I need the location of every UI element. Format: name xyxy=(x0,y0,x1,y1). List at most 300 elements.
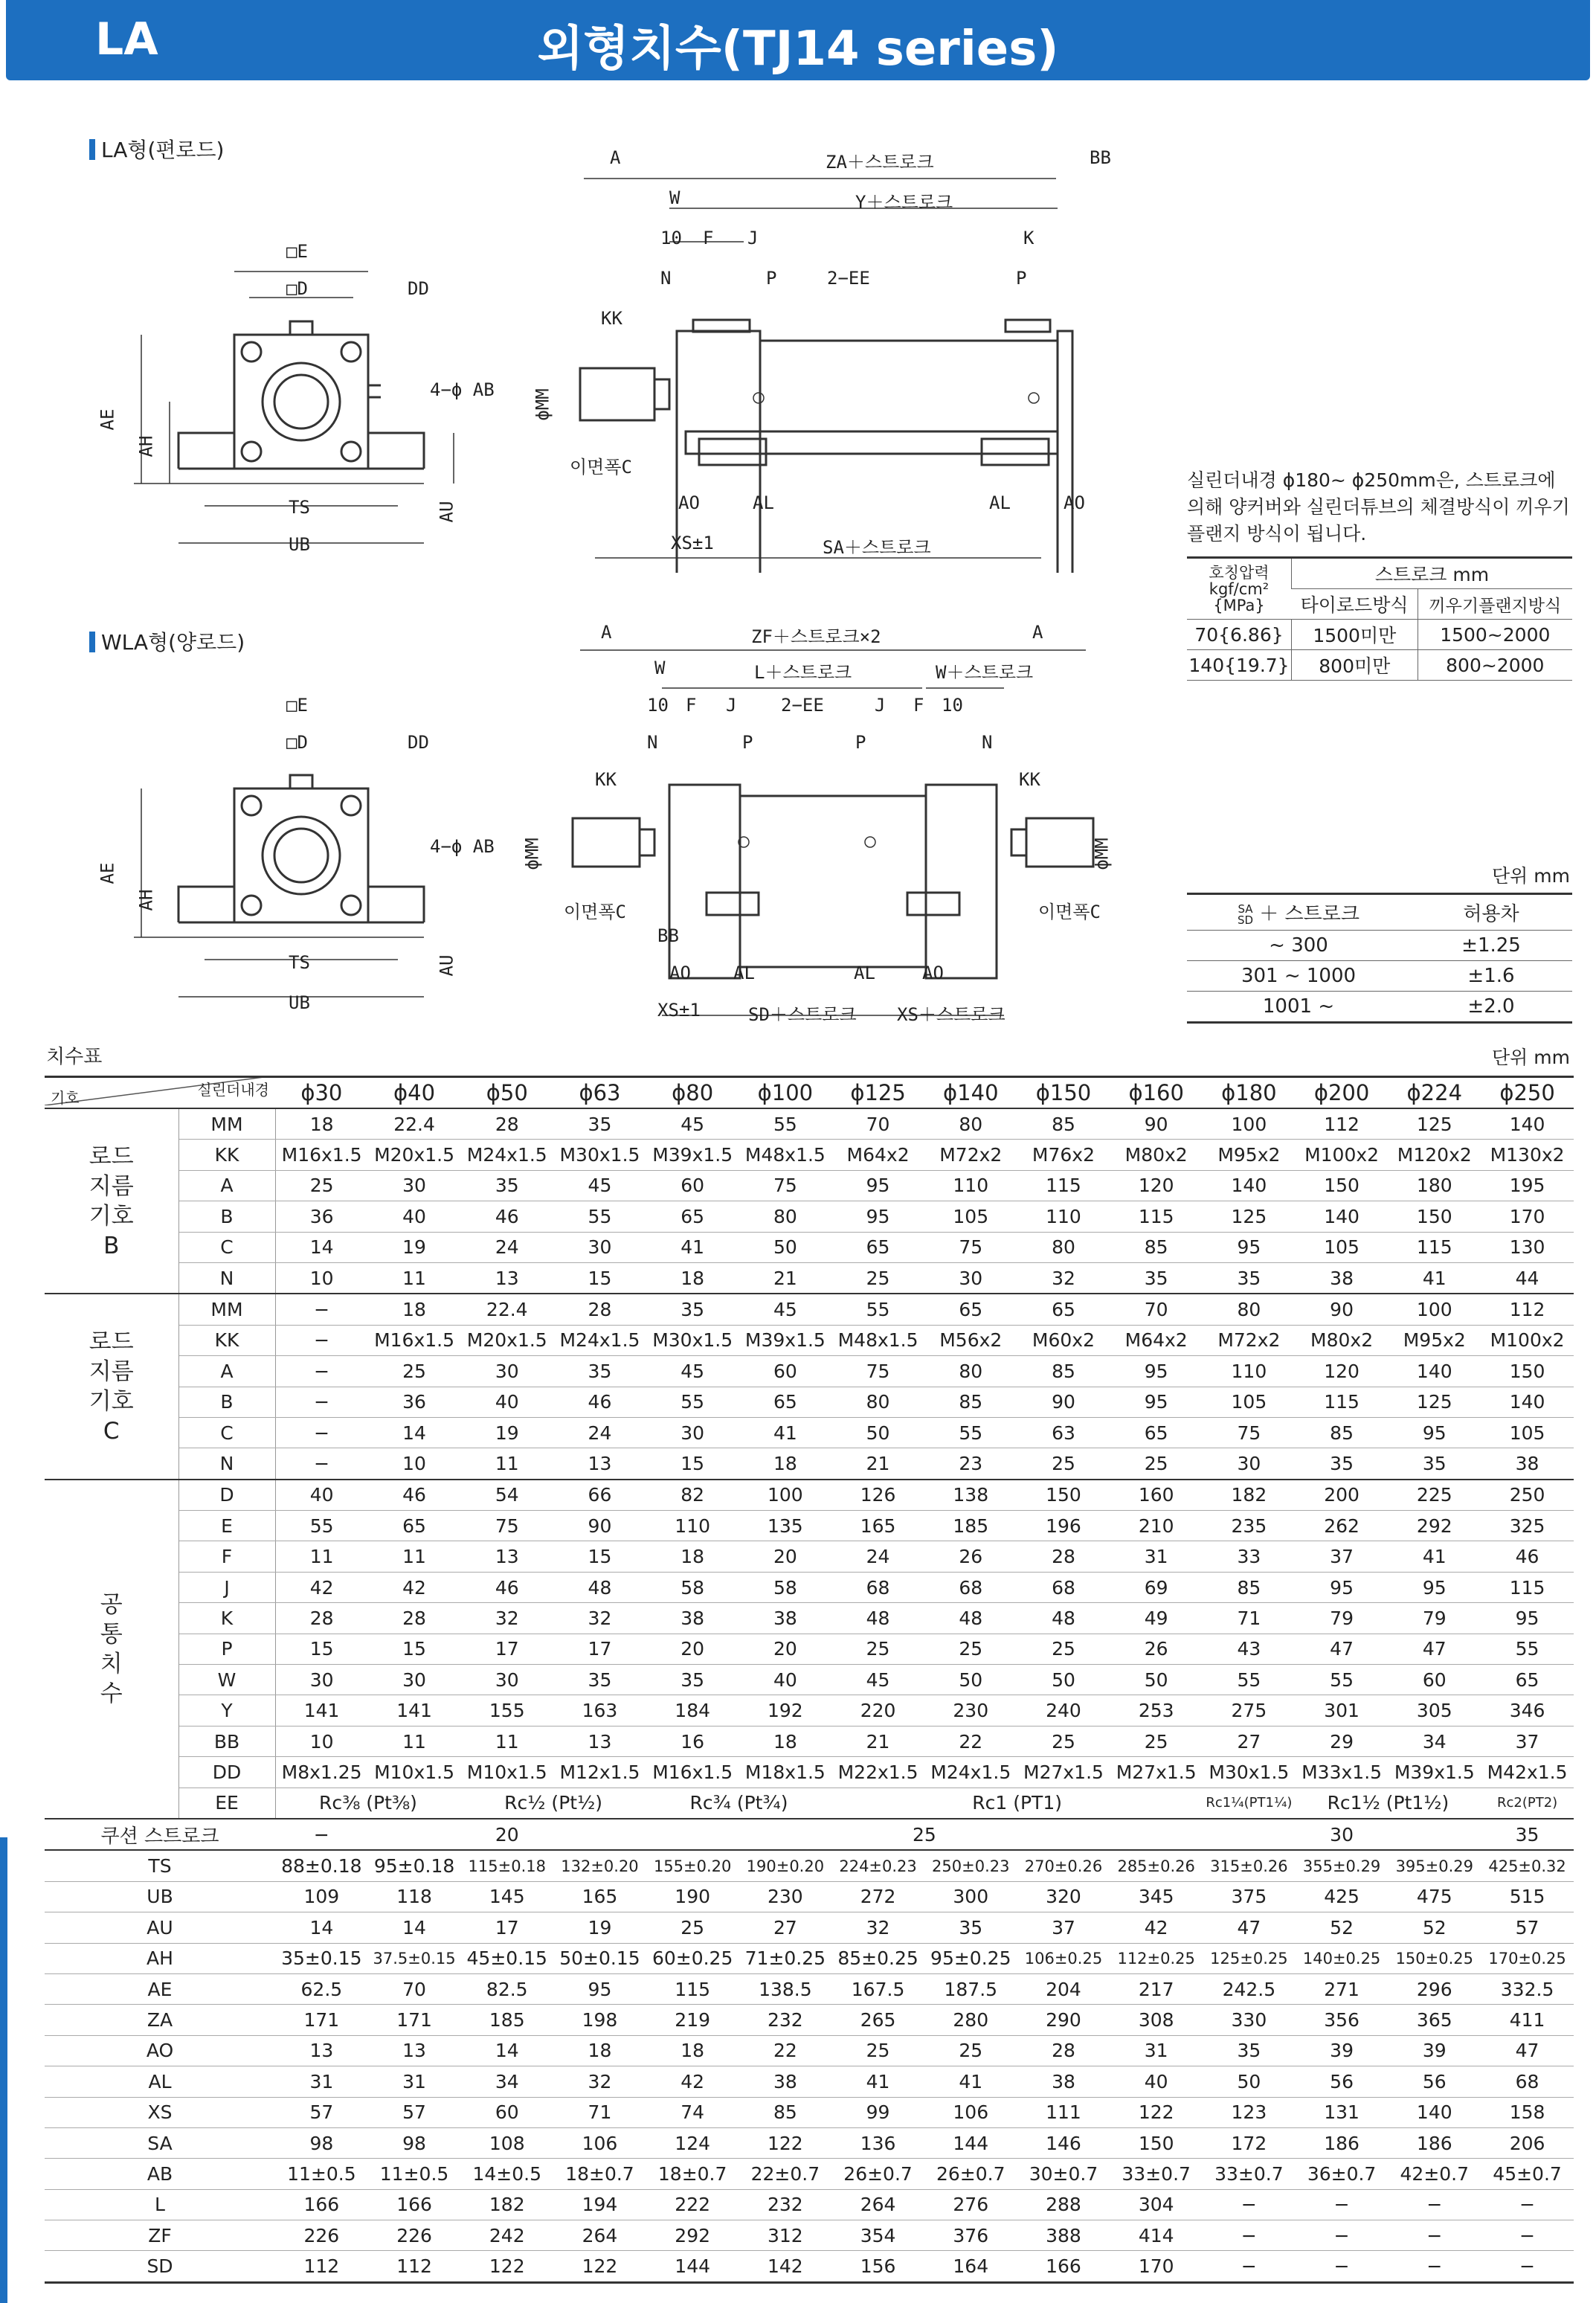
table-cell: 65 xyxy=(924,1294,1017,1325)
table-cell: 19 xyxy=(460,1417,553,1448)
table-cell: 30 xyxy=(368,1665,461,1695)
la-side-label-y: Y＋스트로크 xyxy=(855,192,953,213)
table-cell: M64x2 xyxy=(1110,1325,1203,1355)
table-cell: − xyxy=(1203,2251,1296,2282)
table-cell: 30 xyxy=(460,1356,553,1387)
table-row xyxy=(45,1757,1574,1788)
table-cell: 65 xyxy=(831,1232,924,1262)
bore-header: ϕ160 xyxy=(1110,1077,1203,1109)
tolerance-row: 1001 ~ ±2.0 xyxy=(1187,992,1572,1023)
table-cell: 48 xyxy=(553,1572,646,1602)
table-cell: 36±0.7 xyxy=(1296,2159,1389,2189)
table-cell: 140 xyxy=(1388,2097,1481,2127)
corner-label-symbol: 기호 xyxy=(51,1089,80,1107)
table-cell: 206 xyxy=(1481,2127,1574,2158)
table-cell: 184 xyxy=(646,1695,739,1726)
la-side-label-k: K xyxy=(1023,228,1034,248)
la-side-label-10: 10 xyxy=(660,228,682,248)
table-cell: 13 xyxy=(460,1541,553,1572)
table-cell: 35 xyxy=(646,1665,739,1695)
table-cell: 164 xyxy=(924,2251,1017,2282)
table-cell: 50 xyxy=(1110,1665,1203,1695)
table-cell: 41 xyxy=(1388,1262,1481,1294)
table-row xyxy=(45,1603,1574,1634)
table-cell: 155 xyxy=(460,1695,553,1726)
la-side-label-sa: SA＋스트로크 xyxy=(823,537,931,558)
row-symbol: SA xyxy=(45,2127,275,2158)
row-symbol: AH xyxy=(45,1943,275,1973)
table-cell: 20 xyxy=(739,1634,832,1664)
table-cell: 45 xyxy=(646,1356,739,1387)
table-cell: 13 xyxy=(553,1726,646,1756)
row-symbol: B xyxy=(178,1201,275,1232)
table-cell: 32 xyxy=(553,1603,646,1634)
table-cell: 70 xyxy=(831,1108,924,1140)
bore-note: 실린더내경 ϕ180~ ϕ250mm은, 스트로크에 의해 양커버와 실린더튜브의 체결방식이 끼우기 플랜지 방식이 됩니다. xyxy=(1187,469,1570,545)
table-cell: 25 xyxy=(831,1262,924,1294)
table-cell: 37 xyxy=(1017,1912,1110,1943)
table-cell: 35 xyxy=(924,1912,1017,1943)
table-row xyxy=(45,1356,1574,1387)
table-cell: 395±0.29 xyxy=(1388,1850,1481,1881)
table-cell: M95x2 xyxy=(1203,1140,1296,1170)
table-corner-cell xyxy=(45,1077,275,1109)
table-cell: 90 xyxy=(1110,1108,1203,1140)
table-cell: 60 xyxy=(460,2097,553,2127)
table-cell: 150 xyxy=(1388,1201,1481,1232)
table-cell: 158 xyxy=(1481,2097,1574,2127)
table-cell: 332.5 xyxy=(1481,1973,1574,2004)
row-symbol: A xyxy=(178,1170,275,1201)
table-cell: M24x1.5 xyxy=(460,1140,553,1170)
table-cell: 126 xyxy=(831,1480,924,1511)
wla-side-label-kk2: KK xyxy=(1019,769,1040,790)
tolerance-row: ~ 300 ±1.25 xyxy=(1187,931,1572,961)
table-cell: − xyxy=(275,1325,368,1355)
table-cell: 41 xyxy=(831,2066,924,2097)
table-cell: 163 xyxy=(553,1695,646,1726)
table-cell: M30x1.5 xyxy=(1203,1757,1296,1788)
wla-side-label-j: J xyxy=(726,695,737,716)
table-cell: 150±0.25 xyxy=(1388,1943,1481,1973)
table-row xyxy=(45,1480,1574,1511)
table-cell: 39 xyxy=(1388,2035,1481,2066)
table-cell: 42 xyxy=(368,1572,461,1602)
table-cell: 123 xyxy=(1203,2097,1296,2127)
row-symbol: W xyxy=(178,1665,275,1695)
table-cell: 42 xyxy=(1110,1912,1203,1943)
table-cell: 74 xyxy=(646,2097,739,2127)
table-cell: M22x1.5 xyxy=(831,1757,924,1788)
table-cell: M76x2 xyxy=(1017,1140,1110,1170)
table-cell: 100 xyxy=(1388,1294,1481,1325)
table-cell: 192 xyxy=(739,1695,832,1726)
table-cell: 20 xyxy=(368,1819,646,1850)
table-cell: 304 xyxy=(1110,2189,1203,2220)
table-cell: 50 xyxy=(924,1665,1017,1695)
table-cell: 24 xyxy=(553,1417,646,1448)
table-cell: 125 xyxy=(1388,1387,1481,1417)
table-cell: 182 xyxy=(460,2189,553,2220)
row-symbol: B xyxy=(178,1387,275,1417)
table-cell: 95 xyxy=(1203,1232,1296,1262)
table-cell: 65 xyxy=(1017,1294,1110,1325)
table-cell: 50 xyxy=(1203,2066,1296,2097)
table-cell: 25 xyxy=(368,1356,461,1387)
table-cell: 320 xyxy=(1017,1881,1110,1912)
table-cell: 95 xyxy=(831,1201,924,1232)
table-row xyxy=(45,2066,1574,2097)
table-cell: 13 xyxy=(275,2035,368,2066)
table-cell: 105 xyxy=(1296,1232,1389,1262)
table-cell: 11±0.5 xyxy=(368,2159,461,2189)
table-cell: 38 xyxy=(1017,2066,1110,2097)
table-cell: 11 xyxy=(460,1448,553,1480)
table-cell: 38 xyxy=(646,1603,739,1634)
la-side-label-f: F xyxy=(703,228,714,248)
wla-end-label-ae: AE xyxy=(97,862,118,884)
table-cell: − xyxy=(275,1819,368,1850)
table-cell: 22 xyxy=(924,1726,1017,1756)
table-cell: 166 xyxy=(275,2189,368,2220)
section-label-wla-text: WLA형(양로드) xyxy=(101,630,245,655)
table-cell: 112 xyxy=(368,2251,461,2282)
table-cell: 58 xyxy=(739,1572,832,1602)
table-row xyxy=(45,1262,1574,1294)
row-symbol: C xyxy=(178,1417,275,1448)
row-symbol: XS xyxy=(45,2097,275,2127)
table-cell: 167.5 xyxy=(831,1973,924,2004)
table-cell: 138.5 xyxy=(739,1973,832,2004)
table-cell: 26 xyxy=(1110,1634,1203,1664)
stroke-header: 스트로크 mm xyxy=(1292,558,1573,589)
table-cell: 355±0.29 xyxy=(1296,1850,1389,1881)
wla-side-label-ao2: AO xyxy=(922,963,944,983)
table-cell: M16x1.5 xyxy=(646,1757,739,1788)
table-cell: 26±0.7 xyxy=(831,2159,924,2189)
dimension-table xyxy=(45,1076,1574,2284)
table-cell: − xyxy=(1481,2220,1574,2251)
table-cell: 79 xyxy=(1388,1603,1481,1634)
table-cell: 144 xyxy=(924,2127,1017,2158)
table-row xyxy=(45,1170,1574,1201)
table-cell: 240 xyxy=(1017,1695,1110,1726)
page-header xyxy=(6,0,1590,80)
table-cell: 85±0.25 xyxy=(831,1943,924,1973)
table-cell: 125 xyxy=(1203,1201,1296,1232)
table-cell: 124 xyxy=(646,2127,739,2158)
table-cell: 85 xyxy=(924,1387,1017,1417)
row-symbol: EE xyxy=(178,1788,275,1819)
table-cell: 45 xyxy=(831,1665,924,1695)
table-row xyxy=(45,1973,1574,2004)
table-cell: 46 xyxy=(460,1201,553,1232)
table-cell: 296 xyxy=(1388,1973,1481,2004)
table-cell: 262 xyxy=(1296,1511,1389,1541)
table-cell: 375 xyxy=(1203,1881,1296,1912)
table-cell: 166 xyxy=(1017,2251,1110,2282)
table-cell: 48 xyxy=(831,1603,924,1634)
table-cell: Rc½ (Pt½) xyxy=(460,1788,646,1819)
table-cell: 122 xyxy=(1110,2097,1203,2127)
table-cell: 28 xyxy=(1017,2035,1110,2066)
wla-side-label-n: N xyxy=(647,732,658,753)
table-cell: 38 xyxy=(1296,1262,1389,1294)
table-cell: 21 xyxy=(831,1726,924,1756)
table-cell: M24x1.5 xyxy=(553,1325,646,1355)
wla-side-label-a: A xyxy=(601,622,612,643)
table-cell: 170 xyxy=(1110,2251,1203,2282)
page-title: 외형치수(TJ14 series) xyxy=(537,22,1059,77)
table-row xyxy=(45,1140,1574,1170)
table-cell: M16x1.5 xyxy=(275,1140,368,1170)
table-cell: 272 xyxy=(831,1881,924,1912)
table-cell: 30 xyxy=(1203,1819,1481,1850)
table-cell: − xyxy=(1481,2189,1574,2220)
la-end-label-e: □E xyxy=(286,241,308,262)
table-cell: 14 xyxy=(275,1232,368,1262)
table-cell: 11 xyxy=(460,1726,553,1756)
table-cell: 354 xyxy=(831,2220,924,2251)
table-cell: 242.5 xyxy=(1203,1973,1296,2004)
table-cell: 15 xyxy=(275,1634,368,1664)
table-cell: M80x2 xyxy=(1296,1325,1389,1355)
table-cell: 85 xyxy=(1017,1108,1110,1140)
table-cell: 95 xyxy=(1481,1603,1574,1634)
table-cell: 132±0.20 xyxy=(553,1850,646,1881)
dimension-header-row xyxy=(45,1077,1574,1109)
table-cell: 515 xyxy=(1481,1881,1574,1912)
wla-end-label-dd: DD xyxy=(408,732,429,753)
table-cell: 235 xyxy=(1203,1511,1296,1541)
table-row xyxy=(45,1417,1574,1448)
table-cell: 276 xyxy=(924,2189,1017,2220)
table-cell: 150 xyxy=(1110,2127,1203,2158)
table-cell: 115 xyxy=(1481,1572,1574,1602)
row-symbol: KK xyxy=(178,1140,275,1170)
table-cell: 200 xyxy=(1296,1480,1389,1511)
table-cell: 30 xyxy=(460,1665,553,1695)
table-cell: 140 xyxy=(1481,1108,1574,1140)
table-cell: 171 xyxy=(275,2005,368,2035)
table-cell: 57 xyxy=(368,2097,461,2127)
table-cell: 45 xyxy=(646,1108,739,1140)
table-cell: 49 xyxy=(1110,1603,1203,1634)
table-cell: 85 xyxy=(1203,1572,1296,1602)
table-cell: 80 xyxy=(831,1387,924,1417)
table-cell: 62.5 xyxy=(275,1973,368,2004)
table-cell: 33±0.7 xyxy=(1203,2159,1296,2189)
table-cell: M18x1.5 xyxy=(739,1757,832,1788)
table-cell: 22.4 xyxy=(368,1108,461,1140)
table-row xyxy=(45,1572,1574,1602)
table-cell: 31 xyxy=(275,2066,368,2097)
tolerance-unit: 단위 mm xyxy=(1492,865,1570,887)
table-cell: 47 xyxy=(1481,2035,1574,2066)
la-end-label-dd: DD xyxy=(408,278,429,299)
table-cell: 55 xyxy=(275,1511,368,1541)
table-cell: 198 xyxy=(553,2005,646,2035)
table-cell: 56 xyxy=(1388,2066,1481,2097)
table-cell: 25 xyxy=(831,2035,924,2066)
row-symbol: AL xyxy=(45,2066,275,2097)
wla-side-label-n2: N xyxy=(982,732,993,753)
table-cell: 106±0.25 xyxy=(1017,1943,1110,1973)
table-cell: 82.5 xyxy=(460,1973,553,2004)
table-cell: 85 xyxy=(1017,1356,1110,1387)
row-symbol: AO xyxy=(45,2035,275,2066)
table-cell: 10 xyxy=(368,1448,461,1480)
la-side-label-p2: P xyxy=(1016,268,1027,289)
table-cell: 185 xyxy=(924,1511,1017,1541)
wla-end-label-ah: AH xyxy=(135,889,157,911)
table-cell: 14 xyxy=(368,1417,461,1448)
table-cell: 35 xyxy=(553,1665,646,1695)
table-cell: 65 xyxy=(646,1201,739,1232)
table-cell: 50 xyxy=(739,1232,832,1262)
table-cell: 95 xyxy=(1388,1572,1481,1602)
table-cell: 95 xyxy=(1296,1572,1389,1602)
table-row xyxy=(45,1325,1574,1355)
la-end-label-au: AU xyxy=(436,501,457,523)
stroke-tolerance-table xyxy=(1187,893,1572,1024)
row-symbol: K xyxy=(178,1603,275,1634)
row-symbol: J xyxy=(178,1572,275,1602)
la-end-label-ah: AH xyxy=(135,435,157,457)
table-cell: − xyxy=(275,1356,368,1387)
table-cell: 13 xyxy=(460,1262,553,1294)
wla-side-label-j2: J xyxy=(875,695,886,716)
table-cell: 54 xyxy=(460,1480,553,1511)
table-cell: 80 xyxy=(924,1108,1017,1140)
wla-side-label-sd: SD＋스트로크 xyxy=(748,1004,857,1025)
bore-header: ϕ100 xyxy=(739,1077,832,1109)
table-cell: M20x1.5 xyxy=(368,1140,461,1170)
table-cell: 50±0.15 xyxy=(553,1943,646,1973)
table-cell: 18 xyxy=(646,1541,739,1572)
table-cell: 55 xyxy=(831,1294,924,1325)
table-cell: 35 xyxy=(1388,1448,1481,1480)
table-cell: 232 xyxy=(739,2005,832,2035)
section-label-la-text: LA형(편로드) xyxy=(101,138,225,162)
table-cell: 15 xyxy=(646,1448,739,1480)
la-side-label-n: N xyxy=(660,268,672,289)
table-cell: 40 xyxy=(460,1387,553,1417)
table-cell: 52 xyxy=(1296,1912,1389,1943)
table-cell: 122 xyxy=(553,2251,646,2282)
table-cell: 32 xyxy=(460,1603,553,1634)
wla-end-label-ab: 4−ϕ AB xyxy=(430,836,495,857)
table-cell: − xyxy=(1388,2220,1481,2251)
table-cell: − xyxy=(275,1294,368,1325)
row-group-label: 로드 지름 기호 B xyxy=(45,1108,178,1294)
table-cell: 325 xyxy=(1481,1511,1574,1541)
table-row xyxy=(45,2035,1574,2066)
table-cell: 35 xyxy=(1110,1262,1203,1294)
bore-header: ϕ63 xyxy=(553,1077,646,1109)
table-cell: 125±0.25 xyxy=(1203,1943,1296,1973)
table-cell: 17 xyxy=(460,1634,553,1664)
table-cell: 315±0.26 xyxy=(1203,1850,1296,1881)
table-row xyxy=(45,2005,1574,2035)
la-end-label-ab: 4−ϕ AB xyxy=(430,379,495,400)
table-cell: 25 xyxy=(1017,1726,1110,1756)
table-cell: 144 xyxy=(646,2251,739,2282)
table-row xyxy=(45,1511,1574,1541)
table-cell: 55 xyxy=(924,1417,1017,1448)
wla-side-label-ee: 2−EE xyxy=(781,695,824,716)
table-cell: 14 xyxy=(460,2035,553,2066)
table-cell: 36 xyxy=(368,1387,461,1417)
wla-end-label-ts: TS xyxy=(289,952,310,973)
table-cell: 29 xyxy=(1296,1726,1389,1756)
table-cell: 40 xyxy=(739,1665,832,1695)
table-cell: M48x1.5 xyxy=(831,1325,924,1355)
table-cell: 10 xyxy=(275,1262,368,1294)
la-side-label-a: A xyxy=(610,147,621,168)
table-cell: 14±0.5 xyxy=(460,2159,553,2189)
table-row xyxy=(45,1232,1574,1262)
table-cell: 187.5 xyxy=(924,1973,1017,2004)
table-cell: M48x1.5 xyxy=(739,1140,832,1170)
table-cell: − xyxy=(275,1417,368,1448)
table-cell: 21 xyxy=(831,1448,924,1480)
table-cell: 75 xyxy=(739,1170,832,1201)
table-cell: Rc1¼(PT1¼) xyxy=(1203,1788,1296,1819)
wla-side-label-l: L＋스트로크 xyxy=(754,662,852,683)
table-cell: 160 xyxy=(1110,1480,1203,1511)
table-cell: 305 xyxy=(1388,1695,1481,1726)
table-cell: 95±0.18 xyxy=(368,1850,461,1881)
table-cell: 224±0.23 xyxy=(831,1850,924,1881)
wla-end-label-d: □D xyxy=(286,732,308,753)
table-cell: 142 xyxy=(739,2251,832,2282)
table-cell: M24x1.5 xyxy=(924,1757,1017,1788)
row-symbol: KK xyxy=(178,1325,275,1355)
table-cell: 220 xyxy=(831,1695,924,1726)
table-cell: M130x2 xyxy=(1481,1140,1574,1170)
table-cell: 95±0.25 xyxy=(924,1943,1017,1973)
table-cell: 172 xyxy=(1203,2127,1296,2158)
table-cell: 79 xyxy=(1296,1603,1389,1634)
table-cell: 41 xyxy=(924,2066,1017,2097)
table-cell: 186 xyxy=(1388,2127,1481,2158)
table-cell: − xyxy=(1203,2189,1296,2220)
table-cell: 150 xyxy=(1296,1170,1389,1201)
table-cell: M10x1.5 xyxy=(368,1757,461,1788)
table-cell: 110 xyxy=(924,1170,1017,1201)
row-symbol: C xyxy=(178,1232,275,1262)
table-cell: 35 xyxy=(1481,1819,1574,1850)
table-cell: 190 xyxy=(646,1881,739,1912)
bore-header: ϕ200 xyxy=(1296,1077,1389,1109)
side-accent-bar xyxy=(0,1837,7,2303)
table-cell: 30 xyxy=(368,1170,461,1201)
wla-side-label-w: W xyxy=(654,658,666,678)
table-cell: 80 xyxy=(924,1356,1017,1387)
la-side-label-ao: AO xyxy=(678,492,700,513)
table-cell: 18±0.7 xyxy=(646,2159,739,2189)
table-cell: Rc1½ (Pt1½) xyxy=(1296,1788,1481,1819)
table-cell: 99 xyxy=(831,2097,924,2127)
table-cell: 250±0.23 xyxy=(924,1850,1017,1881)
table-cell: 25 xyxy=(1110,1448,1203,1480)
table-cell: 48 xyxy=(924,1603,1017,1634)
la-side-label-ee: 2−EE xyxy=(827,268,870,289)
wla-side-label-ao: AO xyxy=(669,963,691,983)
table-cell: 110 xyxy=(1017,1201,1110,1232)
table-cell: 98 xyxy=(275,2127,368,2158)
